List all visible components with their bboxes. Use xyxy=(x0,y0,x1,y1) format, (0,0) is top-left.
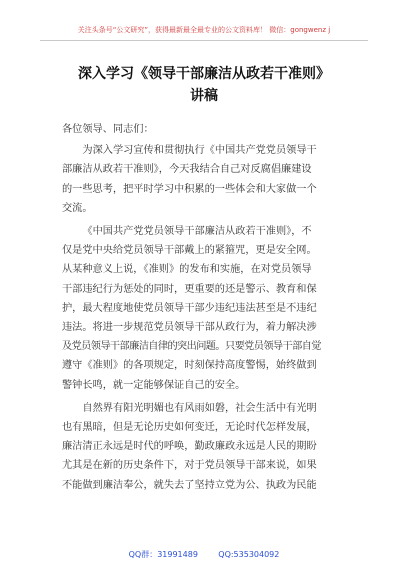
paragraph-line: 干部违纪行为惩处的同时，更重要的还是警示、教育和保 xyxy=(62,283,317,295)
paragraph-line: 仅是党中央给党员领导干部戴上的紧箍咒，更是安全网。 xyxy=(62,245,317,257)
paragraph-line: 的一些思考，把平时学习中积累的一些体会和大家做一个 xyxy=(62,183,317,195)
paragraph-3 xyxy=(62,399,362,495)
paragraph-line: 违法。将进一步规范党员领导干部从政行为，着力解决涉 xyxy=(62,322,317,334)
paragraph-line: 也有黑暗，但是无论历史如何变迁，无论时代怎样发展， xyxy=(62,422,317,434)
paragraph-1 xyxy=(62,141,362,218)
paragraph-2 xyxy=(62,222,362,395)
header-divider xyxy=(40,40,368,41)
title-line-1: 深入学习《领导干部廉洁从政若干准则》 xyxy=(78,66,330,82)
footer-qq: QQ:535304092 xyxy=(218,550,280,559)
paragraph-line: 廉洁清正永远是时代的呼唤，勤政廉政永远是人民的期盼 xyxy=(62,441,317,453)
paragraph-line: 从某种意义上说，《准则》的发布和实施，在对党员领导 xyxy=(62,264,312,276)
greeting: 各位领导、同志们： xyxy=(62,124,154,135)
paragraph-line: 交流。 xyxy=(62,202,93,214)
document-body xyxy=(62,120,362,495)
header-banner: 关注头条号“公文研究”，获得最新最全最专业的公文资料库！ 微信：gongwenz j xyxy=(77,26,331,34)
paragraph-line: 《中国共产党党员领导干部廉洁从政若干准则》，不 xyxy=(82,226,312,238)
paragraph-line: 部廉洁从政若干准则》，今天我结合自己对反腐倡廉建设 xyxy=(62,164,312,176)
paragraph-line: 护，最大程度地使党员领导干部少违纪违法甚至是不违纪 xyxy=(62,302,317,314)
paragraph-line: 尤其是在新的历史条件下，对于党员领导干部来说，如果 xyxy=(62,460,317,472)
paragraph-line: 不能做到廉洁奉公，就失去了坚持立党为公、执政为民能 xyxy=(62,479,317,491)
paragraph-line: 及党员领导干部廉洁自律的突出问题。只要党员领导干部自觉 xyxy=(62,341,321,353)
footer-contact xyxy=(0,549,408,563)
title-line-2: 讲稿 xyxy=(190,88,218,104)
paragraph-line: 自然界有阳光明媚也有风雨如磐，社会生活中有光明 xyxy=(82,402,317,414)
footer-qq-group: QQ群：31991489 xyxy=(128,550,198,559)
document-title xyxy=(40,63,368,107)
paragraph-line: 遵守《准则》的各项规定，时刻保持高度警惕，始终做到 xyxy=(62,360,317,372)
paragraph-line: 为深入学习宣传和贯彻执行《中国共产党党员领导干 xyxy=(82,145,317,157)
paragraph-line: 警钟长鸣，就一定能够保证自己的安全。 xyxy=(62,379,246,391)
